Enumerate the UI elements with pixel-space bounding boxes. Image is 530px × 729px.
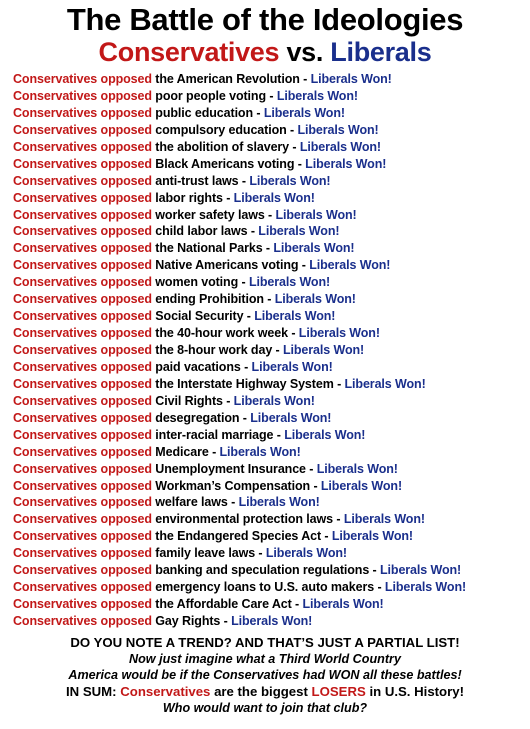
subtitle-conservatives: Conservatives — [98, 37, 280, 67]
item-topic: the Endangered Species Act — [155, 529, 322, 544]
item-topic: the 40-hour work week — [155, 326, 288, 341]
item-separator: - — [333, 512, 344, 527]
item-result: Liberals Won! — [238, 495, 320, 510]
list-item — [13, 71, 530, 88]
footer-trend-line: DO YOU NOTE A TREND? AND THAT’S JUST A PARTIAL LIST! — [70, 634, 460, 650]
item-separator: - — [227, 495, 239, 510]
item-topic: Native Americans voting — [155, 258, 299, 273]
item-result: Liberals Won! — [219, 444, 301, 459]
item-prefix: Conservatives opposed — [13, 597, 152, 612]
item-separator: - — [333, 376, 345, 391]
subtitle-liberals: Liberals — [330, 37, 432, 67]
item-result: Liberals Won! — [233, 190, 315, 205]
poster-title: The Battle of the Ideologies — [66, 2, 464, 37]
poster-subtitle — [0, 37, 530, 67]
item-prefix: Conservatives opposed — [13, 258, 152, 273]
item-separator: - — [289, 139, 300, 154]
item-prefix: Conservatives opposed — [13, 72, 152, 86]
item-separator: - — [240, 359, 252, 374]
item-separator: - — [369, 563, 380, 578]
item-separator: - — [222, 190, 234, 205]
item-topic: anti-trust laws — [155, 173, 239, 188]
item-separator: - — [263, 292, 275, 307]
item-separator: - — [291, 597, 303, 612]
item-topic: Gay Rights — [155, 614, 221, 628]
item-topic: the National Parks — [155, 241, 263, 256]
item-result: Liberals Won! — [343, 512, 425, 527]
list-item — [13, 156, 530, 173]
item-topic: worker safety laws — [155, 207, 265, 222]
item-topic: the Interstate Highway System — [155, 376, 334, 391]
footer-summary-line — [0, 683, 530, 700]
list-item — [13, 596, 530, 613]
item-result: Liberals Won! — [233, 393, 315, 408]
item-separator: - — [264, 207, 276, 222]
item-separator: - — [286, 122, 298, 137]
list-item — [13, 190, 530, 207]
summary-suffix: in U.S. History! — [365, 683, 464, 699]
item-separator: - — [238, 173, 250, 188]
list-item — [13, 207, 530, 224]
item-prefix: Conservatives opposed — [13, 309, 152, 324]
item-result: Liberals Won! — [282, 343, 365, 357]
item-topic: Civil Rights — [155, 393, 223, 408]
item-topic: the 8-hour work day — [155, 343, 273, 357]
item-topic: the Affordable Care Act — [155, 597, 292, 612]
item-prefix: Conservatives opposed — [13, 410, 152, 425]
item-prefix: Conservatives opposed — [13, 224, 152, 239]
list-item — [13, 393, 530, 410]
item-result: Liberals Won! — [274, 292, 356, 307]
list-item — [13, 342, 530, 359]
item-prefix: Conservatives opposed — [13, 343, 152, 357]
item-separator: - — [222, 393, 234, 408]
item-prefix: Conservatives opposed — [13, 529, 152, 544]
list-item — [13, 274, 530, 291]
summary-conservatives: Conservatives — [120, 683, 211, 699]
item-topic: the American Revolution — [155, 72, 300, 86]
item-result: Liberals Won! — [275, 207, 357, 222]
item-separator: - — [243, 309, 255, 324]
footer-imagine-line: Now just imagine what a Third World Country — [129, 651, 401, 666]
item-result: Liberals Won! — [265, 546, 347, 561]
item-prefix: Conservatives opposed — [13, 173, 152, 188]
item-result: Liberals Won! — [258, 224, 340, 239]
list-item — [13, 359, 530, 376]
item-result: Liberals Won! — [310, 72, 392, 86]
item-prefix: Conservatives opposed — [13, 190, 152, 205]
item-topic: women voting — [155, 275, 239, 290]
item-topic: Unemployment Insurance — [155, 461, 306, 476]
item-prefix: Conservatives opposed — [13, 495, 152, 510]
item-prefix: Conservatives opposed — [13, 393, 152, 408]
list-item — [13, 308, 530, 325]
item-separator: - — [272, 343, 283, 357]
list-item — [13, 494, 530, 511]
item-result: Liberals Won! — [276, 88, 358, 103]
item-separator: - — [208, 444, 220, 459]
list-item — [13, 562, 530, 579]
item-separator: - — [374, 580, 385, 595]
summary-middle: are the biggest — [210, 683, 312, 699]
item-result: Liberals Won! — [299, 139, 381, 154]
item-result: Liberals Won! — [250, 410, 332, 425]
item-result: Liberals Won! — [302, 597, 384, 612]
list-item — [13, 511, 530, 528]
item-separator: - — [266, 88, 277, 103]
list-item — [13, 88, 530, 105]
item-separator: - — [247, 224, 259, 239]
item-prefix: Conservatives opposed — [13, 478, 152, 493]
item-prefix: Conservatives opposed — [13, 580, 152, 595]
item-separator: - — [220, 614, 232, 628]
item-prefix: Conservatives opposed — [13, 461, 152, 476]
subtitle-vs: vs. — [279, 37, 331, 67]
list-item — [13, 613, 530, 630]
summary-losers: LOSERS — [311, 683, 366, 699]
list-item — [13, 240, 530, 257]
list-item — [13, 410, 530, 427]
list-item — [13, 528, 530, 545]
item-topic: the abolition of slavery — [155, 139, 290, 154]
item-result: Liberals Won! — [263, 105, 345, 120]
item-result: Liberals Won! — [331, 529, 413, 544]
item-prefix: Conservatives opposed — [13, 444, 152, 459]
item-result: Liberals Won! — [298, 326, 380, 341]
item-separator: - — [321, 529, 332, 544]
list-item — [13, 122, 530, 139]
list-item — [13, 444, 530, 461]
item-topic: environmental protection laws — [155, 512, 333, 527]
opposition-list — [0, 71, 530, 630]
item-prefix: Conservatives opposed — [13, 326, 152, 341]
item-separator: - — [305, 461, 317, 476]
list-item — [13, 427, 530, 444]
list-item — [13, 105, 530, 122]
item-result: Liberals Won! — [248, 275, 331, 290]
item-result: Liberals Won! — [297, 122, 379, 137]
item-result: Liberals Won! — [284, 427, 366, 442]
item-prefix: Conservatives opposed — [13, 359, 152, 374]
item-topic: Black Americans voting — [155, 156, 295, 171]
item-prefix: Conservatives opposed — [13, 546, 152, 561]
footer-club-line: Who would want to join that club? — [162, 700, 368, 715]
item-prefix: Conservatives opposed — [13, 241, 152, 256]
poster-footer — [0, 634, 530, 716]
item-prefix: Conservatives opposed — [13, 512, 152, 527]
item-topic: inter-racial marriage — [155, 427, 274, 442]
item-result: Liberals Won! — [305, 156, 387, 171]
item-result: Liberals Won! — [251, 359, 333, 374]
item-topic: paid vacations — [155, 359, 241, 374]
item-prefix: Conservatives opposed — [13, 427, 152, 442]
list-item — [13, 139, 530, 156]
item-separator: - — [253, 105, 264, 120]
item-result: Liberals Won! — [320, 478, 403, 493]
item-result: Liberals Won! — [254, 309, 336, 324]
list-item — [13, 461, 530, 478]
item-prefix: Conservatives opposed — [13, 563, 152, 578]
list-item — [13, 478, 530, 495]
item-result: Liberals Won! — [316, 461, 398, 476]
item-separator: - — [262, 241, 274, 256]
list-item — [13, 325, 530, 342]
item-result: Liberals Won! — [380, 563, 462, 578]
item-topic: Medicare — [155, 444, 209, 459]
item-result: Liberals Won! — [249, 173, 331, 188]
item-separator: - — [239, 410, 251, 425]
list-item — [13, 173, 530, 190]
item-topic: desegregation — [155, 410, 240, 425]
footer-battles-line: America would be if the Conservatives had WON all these battles! — [68, 667, 462, 682]
item-separator: - — [299, 72, 311, 86]
item-topic: poor people voting — [155, 88, 266, 103]
item-topic: banking and speculation regulations — [155, 563, 370, 578]
list-item — [13, 545, 530, 562]
item-topic: family leave laws — [155, 546, 256, 561]
item-result: Liberals Won! — [273, 241, 355, 256]
item-separator: - — [273, 427, 285, 442]
item-topic: child labor laws — [155, 224, 248, 239]
item-separator: - — [287, 326, 299, 341]
item-result: Liberals Won! — [231, 614, 313, 628]
item-result: Liberals Won! — [384, 580, 467, 595]
item-prefix: Conservatives opposed — [13, 156, 152, 171]
list-item — [13, 579, 530, 596]
item-prefix: Conservatives opposed — [13, 292, 152, 307]
item-separator: - — [298, 258, 310, 273]
item-topic: welfare laws — [155, 495, 228, 510]
item-topic: Social Security — [155, 309, 244, 324]
item-prefix: Conservatives opposed — [13, 376, 152, 391]
item-separator: - — [294, 156, 306, 171]
item-result: Liberals Won! — [344, 376, 426, 391]
item-prefix: Conservatives opposed — [13, 139, 152, 154]
item-topic: Workman’s Compensation — [155, 478, 311, 493]
item-prefix: Conservatives opposed — [13, 614, 152, 628]
item-topic: ending Prohibition — [155, 292, 264, 307]
item-prefix: Conservatives opposed — [13, 105, 152, 120]
item-result: Liberals Won! — [309, 258, 391, 273]
item-prefix: Conservatives opposed — [13, 207, 152, 222]
summary-prefix: IN SUM: — [66, 683, 121, 699]
item-prefix: Conservatives opposed — [13, 122, 152, 137]
item-topic: public education — [155, 105, 254, 120]
item-separator: - — [255, 546, 266, 561]
item-topic: emergency loans to U.S. auto makers — [155, 580, 375, 595]
item-separator: - — [238, 275, 249, 290]
item-prefix: Conservatives opposed — [13, 88, 152, 103]
list-item — [13, 376, 530, 393]
list-item — [13, 291, 530, 308]
item-separator: - — [310, 478, 321, 493]
item-topic: labor rights — [155, 190, 223, 205]
list-item — [13, 257, 530, 274]
item-prefix: Conservatives opposed — [13, 275, 152, 290]
item-topic: compulsory education — [155, 122, 287, 137]
list-item — [13, 223, 530, 240]
